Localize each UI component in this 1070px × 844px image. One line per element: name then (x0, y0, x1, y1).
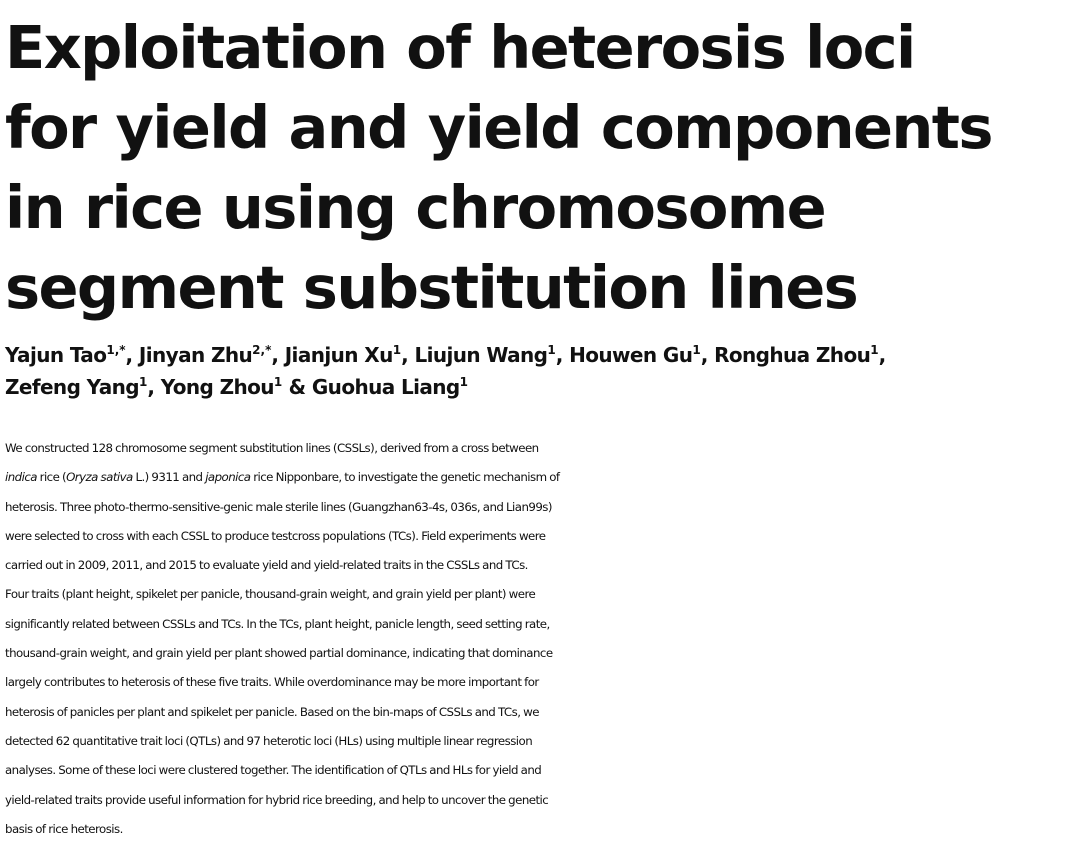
abstract-line: detected 62 quantitative trait loci (QTLs) and 97 heterotic loci (HLs) using multiple linear regression (5, 733, 533, 748)
abstract-text: rice ( (36, 470, 67, 485)
author-list (5, 339, 1005, 403)
author-affiliation: 1 (138, 375, 148, 389)
author-name[interactable]: Yong Zhou (160, 375, 274, 399)
author-affiliation: 1,* (106, 343, 126, 357)
species-term: japonica (205, 470, 251, 485)
author-separator: & (282, 375, 312, 399)
author-separator: , (700, 343, 715, 367)
author-name[interactable]: Jinyan Zhu (138, 343, 253, 367)
author-affiliation: 1 (870, 343, 879, 357)
abstract-line: carried out in 2009, 2011, and 2015 to evaluate yield and yield-related traits in the CSSLs and TCs. (5, 558, 528, 573)
author-name[interactable]: Liujun Wang (414, 343, 548, 367)
article-title: Exploitation of heterosis loci for yield and yield components in rice using chromosome segment substitution lines (5, 13, 992, 322)
abstract-line: yield-related traits provide useful information for hybrid rice breeding, and help to uncover the genetic (5, 792, 549, 807)
abstract-text: L.) 9311 and (132, 470, 206, 485)
species-term: Oryza sativa (66, 470, 133, 485)
abstract-line (5, 463, 1067, 492)
species-term: indica (5, 470, 37, 485)
author-name[interactable]: Ronghua Zhou (714, 343, 871, 367)
author-separator: , (271, 343, 285, 367)
abstract-line: We constructed 128 chromosome segment substitution lines (CSSLs), derived from a cross between (5, 441, 539, 455)
author-separator: , (878, 343, 886, 367)
abstract-line: were selected to cross with each CSSL to produce testcross populations (TCs). Field experiments were (5, 528, 546, 543)
abstract-line: Four traits (plant height, spikelet per panicle, thousand-grain weight, and grain yield per plant) were (5, 587, 536, 602)
abstract-line: heterosis of panicles per plant and spikelet per panicle. Based on the bin-maps of CSSLs and TCs, we (5, 704, 539, 719)
author-name[interactable]: Zefeng Yang (5, 375, 139, 399)
author-affiliation: 1 (547, 343, 556, 357)
abstract-line: largely contributes to heterosis of these five traits. While overdominance may be more important for (5, 675, 539, 690)
author-name[interactable]: Houwen Gu (569, 343, 693, 367)
author-name[interactable]: Guohua Liang (311, 375, 460, 399)
abstract-line: basis of rice heterosis. (5, 821, 123, 836)
abstract-text: rice Nipponbare, to investigate the genetic mechanism of (250, 470, 560, 485)
author-separator: , (147, 375, 161, 399)
abstract-line: analyses. Some of these loci were clustered together. The identification of QTLs and HLs for yield and (5, 763, 542, 778)
author-affiliation: 1 (692, 343, 701, 357)
author-affiliation: 1 (459, 375, 468, 389)
abstract-line: thousand-grain weight, and grain yield per plant showed partial dominance, indicating that dominance (5, 646, 553, 661)
author-affiliation: 2,* (252, 343, 272, 357)
author-separator: , (401, 343, 415, 367)
article-header (5, 8, 1067, 836)
abstract-line: heterosis. Three photo-thermo-sensitive-genic male sterile lines (Guangzhan63-4s, 036s, and Lian99s) (5, 499, 552, 514)
author-separator: , (125, 343, 139, 367)
abstract-line: significantly related between CSSLs and TCs. In the TCs, plant height, panicle length, seed setting rate, (5, 616, 550, 631)
author-affiliation: 1 (392, 343, 402, 357)
author-affiliation: 1 (273, 375, 283, 389)
abstract (5, 434, 1067, 844)
author-name[interactable]: Yajun Tao (5, 343, 107, 367)
author-separator: , (555, 343, 570, 367)
author-name[interactable]: Jianjun Xu (284, 343, 393, 367)
